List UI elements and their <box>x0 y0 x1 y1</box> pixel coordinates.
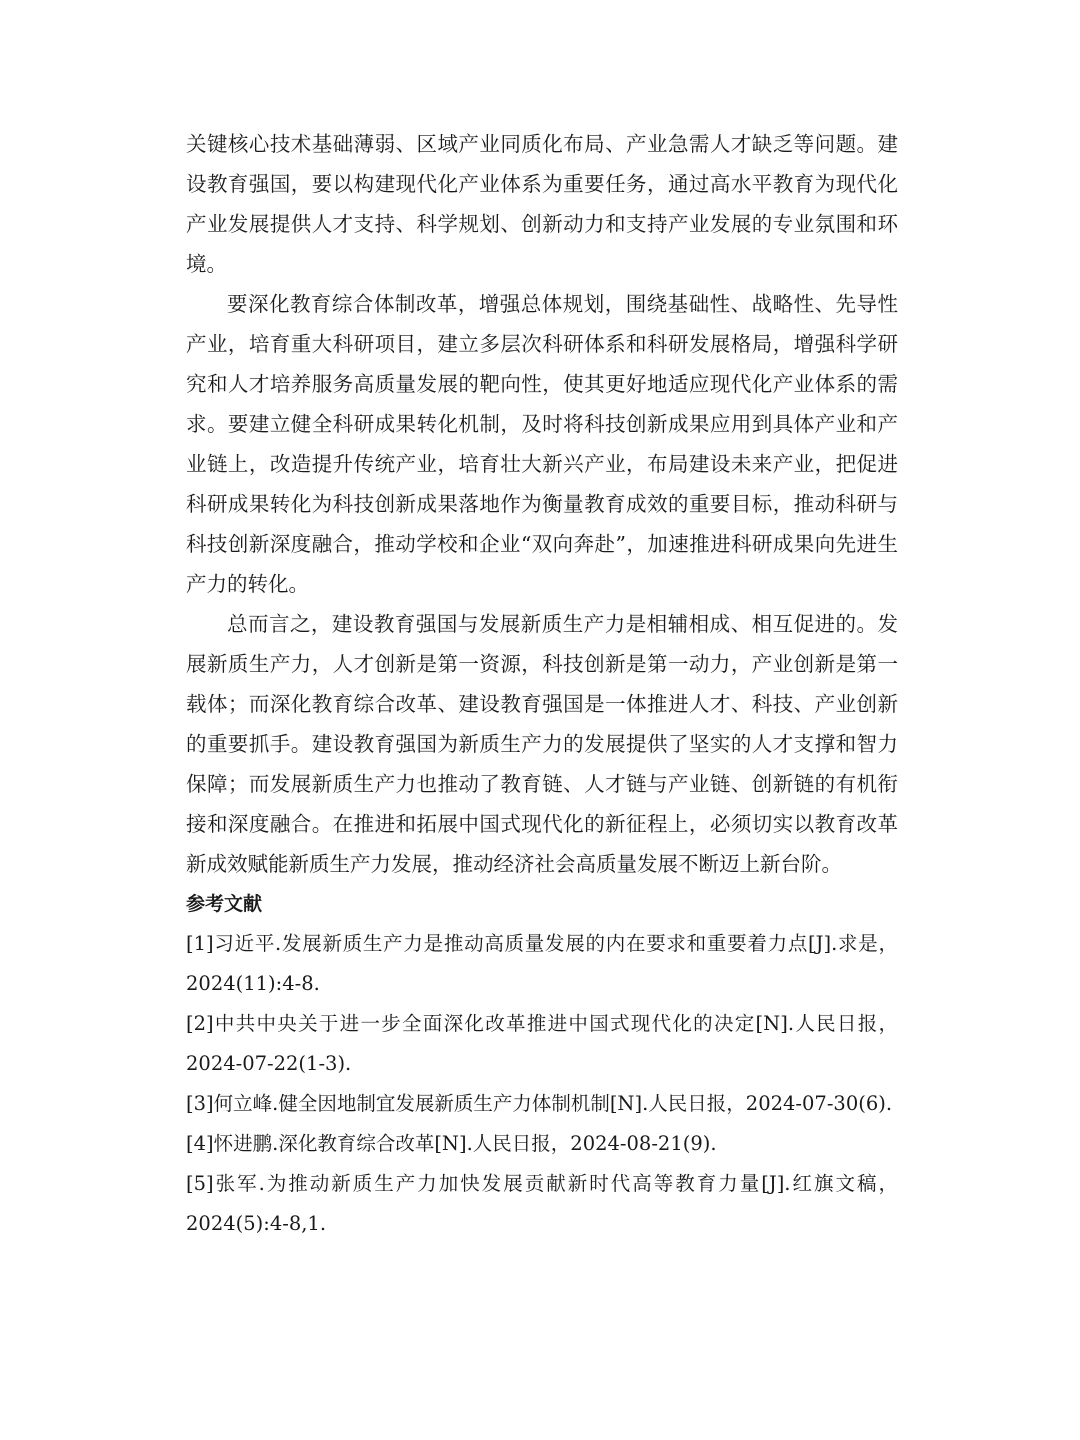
reference-item-3: [3]何立峰.健全因地制宜发展新质生产力体制机制[N].人民日报，2024-07-30(6). <box>186 1092 893 1115</box>
body-paragraph-2: 要深化教育综合体制改革，增强总体规划，围绕基础性、战略性、先导性产业，培育重大科研项目，建立多层次科研体系和科研发展格局，增强科学研究和人才培养服务高质量发展的靶向性，使其更好地适应现代化产业体系的需求。要建立健全科研成果转化机制，及时将科技创新成果应用到具体产业和产业链上，改造提升传统产业，培育壮大新兴产业，布局建设未来产业，把促进科研成果转化为科技创新成果落地作为衡量教育成效的重要目标，推动科研与科技创新深度融合，推动学校和企业“双向奔赴”，加速推进科研成果向先进生产力的转化。 <box>186 292 898 596</box>
body-paragraph-3: 总而言之，建设教育强国与发展新质生产力是相辅相成、相互促进的。发展新质生产力，人才创新是第一资源，科技创新是第一动力，产业创新是第一载体；而深化教育综合改革、建设教育强国是一体推进人才、科技、产业创新的重要抓手。建设教育强国为新质生产力的发展提供了坚实的人才支撑和智力保障；而发展新质生产力也推动了教育链、人才链与产业链、创新链的有机衔接和深度融合。在推进和拓展中国式现代化的新征程上，必须切实以教育改革新成效赋能新质生产力发展，推动经济社会高质量发展不断迈上新台阶。 <box>186 612 898 876</box>
body-paragraph-1: 关键核心技术基础薄弱、区域产业同质化布局、产业急需人才缺乏等问题。建设教育强国，要以构建现代化产业体系为重要任务，通过高水平教育为现代化产业发展提供人才支持、科学规划、创新动力和支持产业发展的专业氛围和环境。 <box>186 132 898 276</box>
reference-item-5: [5]张军.为推动新质生产力加快发展贡献新时代高等教育力量[J].红旗文稿，2024(5):4-8,1. <box>186 1172 898 1235</box>
references-heading: 参考文献 <box>186 893 263 915</box>
document-page <box>186 124 898 1244</box>
reference-list <box>186 924 898 1244</box>
reference-item-2: [2]中共中央关于进一步全面深化改革推进中国式现代化的决定[N].人民日报，2024-07-22(1-3). <box>186 1012 898 1075</box>
reference-item-1: [1]习近平.发展新质生产力是推动高质量发展的内在要求和重要着力点[J].求是，2024(11):4-8. <box>186 932 898 995</box>
reference-item-4: [4]怀进鹏.深化教育综合改革[N].人民日报，2024-08-21(9). <box>186 1132 717 1155</box>
